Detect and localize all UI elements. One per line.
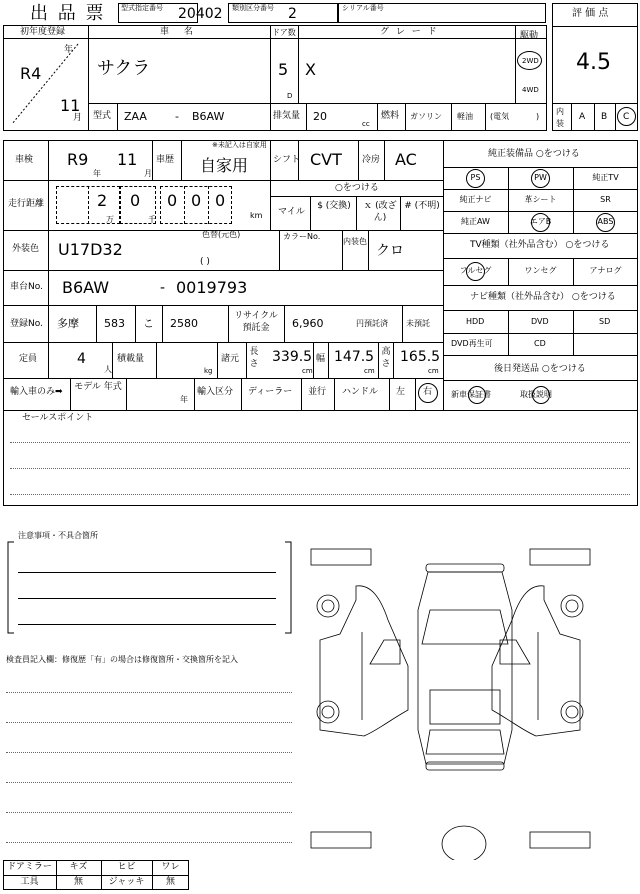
interior-opt-b: B (601, 112, 608, 122)
width-label: 幅 (316, 354, 326, 364)
displacement-unit: cc (362, 120, 370, 128)
recycle-status: 円預託済 (356, 319, 388, 328)
tv-oneseg: ワンセグ (524, 266, 557, 275)
fuel-diesel: 軽油 (457, 112, 473, 121)
equip-abs: ABS (597, 217, 614, 226)
tv-selected-mark (466, 262, 485, 281)
interior-label: 内装 (556, 107, 564, 128)
displacement-value: 20 (313, 110, 327, 123)
shift-value: CVT (310, 150, 342, 169)
later-warranty: 新車保証書 (451, 390, 491, 399)
interior-color-label: 内装色 (343, 237, 367, 246)
equip-tv: 純正TV (592, 173, 619, 182)
shaken-month: 11 (117, 150, 138, 169)
type-no-label: 型式指定番号 (121, 4, 163, 12)
mileage-exchange: $ (交換) (317, 201, 351, 211)
length-unit: cm (302, 367, 313, 375)
car-name: サクラ (97, 58, 151, 79)
car-name-label: 車 名 (160, 27, 199, 37)
handle-right: 右 (423, 387, 433, 397)
shaken-label: 車検 (15, 155, 34, 165)
mileage-digit-2: 0 (130, 191, 141, 210)
mileage-tamper: ｘ (改ざん) (363, 201, 397, 223)
legend-tools-value: 無 (73, 877, 83, 887)
equip-abs-mark (596, 213, 615, 232)
capacity-label: 定員 (19, 354, 38, 364)
mileage-digit-4: 0 (191, 191, 202, 210)
mileage-man: 万 (106, 215, 114, 224)
equip-pw: PW (534, 173, 547, 182)
grade-value: X (305, 60, 316, 79)
sheet-title: 出 品 票 (30, 3, 106, 24)
fuel-electric-close: ) (536, 112, 540, 121)
notes-label: 注意事項・不具合箇所 (18, 531, 98, 540)
class-no: 2 (288, 6, 297, 22)
color-no-label: カラーNo. (283, 232, 321, 241)
car-damage-diagram (300, 540, 630, 860)
model-dash: - (175, 110, 179, 123)
length-value: 339.5 (272, 349, 313, 365)
equip-airbag-mark (531, 213, 550, 232)
grade-label: グ レ ー ド (380, 27, 439, 37)
width-unit: cm (364, 367, 375, 375)
displacement-label: 排気量 (273, 111, 301, 121)
legend-mirror: ドアミラー (7, 862, 52, 872)
import-parallel: 並行 (308, 387, 327, 397)
history-value: 自家用 (200, 156, 249, 175)
import-class-label: 輸入区分 (197, 387, 234, 397)
history-note: ※未記入は自家用 (212, 141, 267, 149)
color-code: U17D32 (58, 240, 123, 259)
legend-break: ワレ (161, 862, 180, 872)
first-reg-year: R4 (20, 64, 42, 83)
load-label: 積載量 (117, 354, 145, 364)
equip-aw: 純正AW (461, 217, 490, 226)
legend-jack-value: 無 (165, 877, 175, 887)
drive-2wd: 2WD (522, 57, 539, 65)
mileage-digit-1: 2 (97, 191, 108, 210)
type-no: 20402 (178, 6, 223, 22)
doors-value: 5 (278, 60, 289, 79)
mileage-label: 走行距離 (8, 199, 45, 209)
handle-label: ハンドル (342, 387, 379, 397)
model-value: B6AW (192, 110, 225, 123)
equip-sr: SR (600, 195, 611, 204)
drive-label: 駆動 (520, 31, 539, 41)
fuel-label: 燃料 (381, 111, 400, 121)
mileage-digit-3: 0 (167, 191, 178, 210)
notes-bracket-left (6, 540, 16, 635)
fuel-electric: (電気 (490, 112, 510, 121)
shaken-year: R9 (67, 150, 89, 169)
history-label: 車歴 (156, 155, 175, 165)
shaken-year-unit: 年 (93, 169, 101, 178)
score-label: 評 価 点 (572, 8, 609, 19)
serial-label: シリアル番号 (342, 4, 384, 12)
tv-analog: アナログ (589, 266, 622, 275)
shaken-month-unit: 月 (144, 169, 152, 178)
recycle-label: リサイクル 預託金 (234, 311, 278, 333)
legend-tools: 工具 (20, 877, 39, 887)
plate-class: 583 (104, 317, 125, 330)
recycle-amount: 6,960 (292, 317, 324, 330)
interior-selected-mark (617, 107, 636, 126)
first-reg-month: 11 (60, 96, 81, 115)
navi-dvd-play: DVD再生可 (451, 339, 493, 348)
handle-selected-mark (418, 383, 438, 403)
legend-scratch: キズ (69, 862, 88, 872)
interior-opt-a: A (579, 112, 586, 122)
later-manual: 取扱説明 (520, 390, 552, 399)
chassis-model: B6AW (62, 278, 110, 297)
mileage-km: km (250, 211, 263, 220)
legend-jack: ジャッキ (108, 877, 145, 887)
interior-opt-c: C (623, 112, 630, 122)
first-reg-year-unit: 年 (64, 45, 74, 55)
navi-hdd: HDD (466, 317, 485, 326)
sales-point-label: セールスポイント (22, 413, 94, 423)
equipment-title: 純正装備品 ○をつける (488, 149, 580, 159)
equip-pw-mark (531, 169, 550, 188)
navi-cd: CD (534, 339, 546, 348)
tv-title: TV種類（社外品含む） ○をつける (470, 240, 610, 250)
import-dealer: ディーラー (248, 387, 293, 397)
capacity-value: 4 (77, 351, 86, 367)
dims-label: 諸元 (221, 354, 240, 364)
equip-ps: PS (470, 173, 481, 182)
recycle-unpaid: 未預託 (406, 319, 430, 328)
notes-bracket-right (283, 540, 293, 635)
chassis-dash: - (160, 280, 166, 296)
color-label: 外装色 (12, 244, 40, 254)
plate-no: 2580 (170, 317, 198, 330)
length-label: 長さ (249, 347, 259, 369)
drive-4wd: 4WD (522, 86, 539, 94)
repaint-paren: ( ) (200, 257, 210, 267)
doors-label: ドア数 (272, 28, 296, 37)
repaint-label: 色替(元色) (202, 230, 241, 239)
later-warranty-mark (468, 386, 486, 404)
plate-kana: こ (143, 317, 154, 330)
chassis-label: 車台No. (10, 282, 43, 292)
inspector-label: 検査員記入欄：修復歴「有」の場合は修復箇所・交換箇所を記入 (6, 655, 238, 664)
first-reg-label: 初年度登録 (20, 27, 66, 37)
mileage-digit-5: 0 (215, 191, 226, 210)
plate-area: 多摩 (57, 317, 79, 330)
navi-title: ナビ種類（社外品含む） ○をつける (470, 292, 616, 302)
mileage-unknown: # (不明) (404, 201, 440, 211)
import-year-unit: 年 (180, 395, 188, 404)
mileage-mile: マイル (278, 207, 305, 217)
mileage-circle-note: ○をつける (335, 183, 379, 193)
tv-fullseg: フルセグ (459, 266, 492, 275)
equip-navi: 純正ナビ (459, 195, 492, 204)
chassis-no: 0019793 (176, 278, 248, 297)
mileage-sen: 千 (148, 215, 156, 224)
model-prefix: ZAA (124, 110, 147, 123)
navi-sd: SD (599, 317, 611, 326)
equip-airbag: エアB (529, 217, 552, 226)
height-unit: cm (428, 367, 439, 375)
height-value: 165.5 (400, 349, 441, 365)
drive-selected-mark (517, 51, 542, 70)
equip-leather: 革シート (524, 195, 557, 204)
capacity-unit: 人 (104, 365, 112, 374)
aircon-value: AC (395, 150, 417, 169)
load-unit: kg (204, 367, 213, 375)
model-label: 型式 (93, 111, 112, 121)
plate-label: 登録No. (10, 319, 43, 329)
score-value: 4.5 (576, 50, 611, 75)
height-label: 高さ (381, 347, 391, 369)
model-year-label: モデル 年式 (74, 382, 122, 392)
class-no-label: 類別区分番号 (232, 4, 274, 12)
interior-color: クロ (376, 243, 404, 259)
handle-left: 左 (396, 387, 406, 397)
later-manual-mark (532, 386, 550, 404)
equip-ps-mark (466, 169, 485, 188)
later-title: 後日発送品 ○をつける (494, 364, 586, 374)
import-label: 輸入車のみ➡ (10, 387, 63, 397)
aircon-label: 冷房 (362, 155, 381, 165)
legend-crack: ヒビ (117, 862, 136, 872)
doors-suffix: D (287, 92, 293, 100)
navi-dvd: DVD (531, 317, 549, 326)
shift-label: シフト (273, 155, 301, 165)
first-reg-month-unit: 月 (73, 113, 83, 123)
width-value: 147.5 (334, 349, 375, 365)
fuel-gasoline: ガソリン (410, 112, 442, 121)
